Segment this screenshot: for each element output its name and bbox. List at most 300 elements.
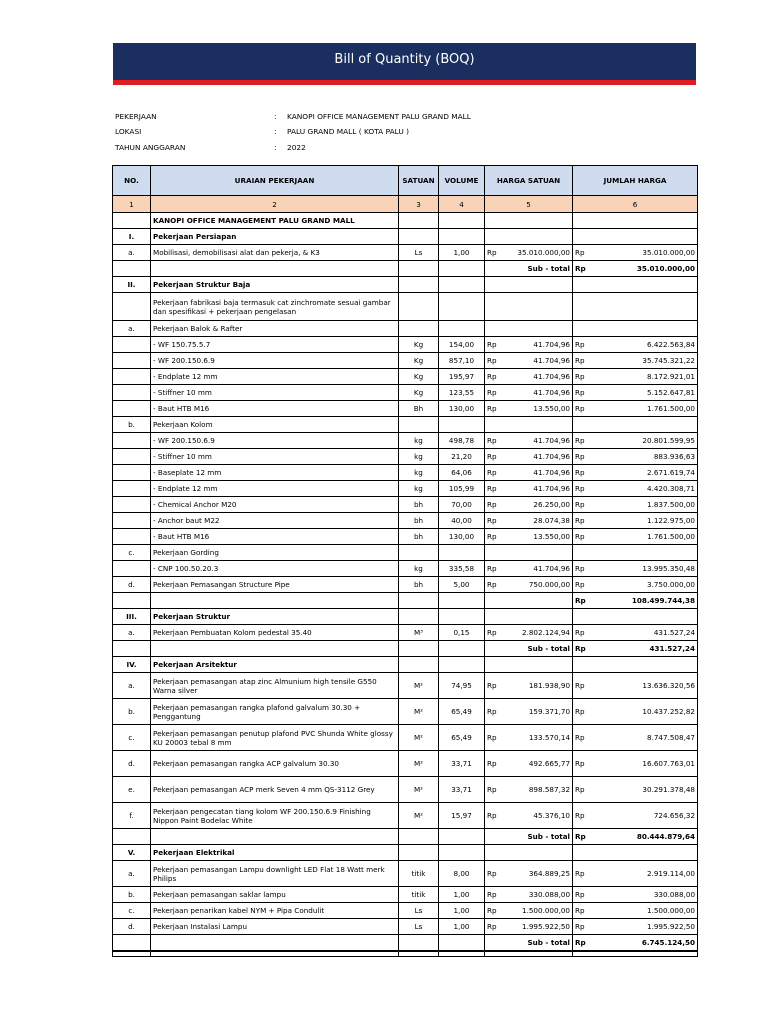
cell-harga: 26.250,00 — [504, 497, 573, 513]
cell-satuan: Kg — [399, 385, 439, 401]
cell-satuan: Ls — [399, 903, 439, 919]
cell-jumlah: 35.745.321,22 — [592, 353, 698, 369]
cell-uraian: - Endplate 12 mm — [151, 369, 399, 385]
cell-currency: Rp — [485, 245, 504, 261]
cell-no: d. — [113, 751, 151, 777]
cell-harga: 41.704,96 — [504, 385, 573, 401]
cell-volume: 130,00 — [439, 401, 485, 417]
cell-satuan: M² — [399, 699, 439, 725]
cell-harga: 41.704,96 — [504, 369, 573, 385]
cell-jumlah: 4.420.308,71 — [592, 481, 698, 497]
cell-jumlah: 1.995.922,50 — [592, 919, 698, 935]
cell-no: b. — [113, 417, 151, 433]
cell-satuan — [399, 261, 439, 277]
cell-uraian: Pekerjaan pemasangan penutup plafond PVC Shunda White glossy KU 20003 tebal 8 mm — [151, 725, 399, 751]
cell-satuan — [399, 213, 439, 229]
info-label: PEKERJAAN — [115, 112, 157, 121]
cell-uraian: Pekerjaan Instalasi Lampu — [151, 919, 399, 935]
cell-currency: Rp — [573, 625, 592, 641]
cell-volume: 130,00 — [439, 529, 485, 545]
cell-satuan: M² — [399, 751, 439, 777]
cell-uraian: - Anchor baut M22 — [151, 513, 399, 529]
cell-harga — [504, 277, 573, 293]
group-row — [113, 609, 698, 625]
table-row — [113, 321, 698, 337]
cell-satuan: Ls — [399, 919, 439, 935]
cell-uraian: Pekerjaan pemasangan atap zinc Almunium high tensile G550 Warna silver — [151, 673, 399, 699]
cell-satuan: Kg — [399, 369, 439, 385]
cell-currency: Rp — [485, 385, 504, 401]
cell-harga: 898.587,32 — [504, 777, 573, 803]
cell-no — [113, 261, 151, 277]
cell-harga — [504, 657, 573, 673]
cell-volume: 154,00 — [439, 337, 485, 353]
cell-jumlah — [592, 293, 698, 321]
cell-uraian: - Baut HTB M16 — [151, 401, 399, 417]
cell-harga: 2.802.124,94 — [504, 625, 573, 641]
cell-uraian: Pekerjaan Gording — [151, 545, 399, 561]
cell-satuan — [399, 321, 439, 337]
cell-harga: 330.088,00 — [504, 887, 573, 903]
cell-uraian: Pekerjaan penarikan kabel NYM + Pipa Condulit — [151, 903, 399, 919]
cell-no — [113, 497, 151, 513]
table-row — [113, 919, 698, 935]
cell-uraian: - Endplate 12 mm — [151, 481, 399, 497]
header-jumlah-harga: JUMLAH HARGA — [573, 166, 698, 196]
cell-currency: Rp — [485, 919, 504, 935]
cell-volume: 64,06 — [439, 465, 485, 481]
cell-harga: 41.704,96 — [504, 353, 573, 369]
cell-no: c. — [113, 545, 151, 561]
cell-satuan — [399, 609, 439, 625]
subtotal-value: 108.499.744,38 — [592, 593, 698, 609]
table-row — [113, 887, 698, 903]
cell-jumlah — [592, 321, 698, 337]
cell-currency: Rp — [573, 935, 592, 951]
cell-satuan: bh — [399, 497, 439, 513]
cell-harga: 750.000,00 — [504, 577, 573, 593]
table-row — [113, 385, 698, 401]
cell-currency: Rp — [573, 861, 592, 887]
cell-volume: 498,78 — [439, 433, 485, 449]
cell-currency: Rp — [573, 481, 592, 497]
cell-uraian: Pekerjaan Struktur Baja — [151, 277, 399, 293]
cell-satuan: Ls — [399, 245, 439, 261]
info-label: LOKASI — [115, 127, 142, 136]
cell-no — [113, 337, 151, 353]
cell-uraian: Pekerjaan Pemasangan Structure Pipe — [151, 577, 399, 593]
cell-no: d. — [113, 577, 151, 593]
table-row — [113, 529, 698, 545]
cell-no — [113, 433, 151, 449]
cell-jumlah: 10.437.252,82 — [592, 699, 698, 725]
table-row — [113, 577, 698, 593]
cell-satuan: kg — [399, 481, 439, 497]
cell-uraian: Pekerjaan pemasangan rangka ACP galvalum 30.30 — [151, 751, 399, 777]
table-row — [113, 293, 698, 321]
cell-volume: 74,95 — [439, 673, 485, 699]
cell-currency — [573, 293, 592, 321]
cell-currency: Rp — [485, 401, 504, 417]
cell-uraian — [151, 261, 399, 277]
table-row — [113, 417, 698, 433]
cell-uraian: - Stiffner 10 mm — [151, 385, 399, 401]
cell-jumlah — [592, 545, 698, 561]
cell-currency: Rp — [573, 803, 592, 829]
group-row — [113, 229, 698, 245]
cell-currency — [573, 229, 592, 245]
cell-harga: 1.995.922,50 — [504, 919, 573, 935]
cell-harga — [504, 845, 573, 861]
cell-jumlah: 35.010.000,00 — [592, 245, 698, 261]
cell-satuan: M² — [399, 673, 439, 699]
cell-volume: 70,00 — [439, 497, 485, 513]
cell-volume: 8,00 — [439, 861, 485, 887]
cell-harga: 28.074,38 — [504, 513, 573, 529]
cell-satuan: M² — [399, 803, 439, 829]
cell-currency — [485, 321, 504, 337]
banner-red-stripe — [113, 80, 696, 85]
cell-currency: Rp — [573, 449, 592, 465]
info-colon: : — [274, 127, 277, 136]
cell-currency — [485, 417, 504, 433]
cell-harga — [504, 293, 573, 321]
cell-currency: Rp — [573, 829, 592, 845]
cell-jumlah: 1.122.975,00 — [592, 513, 698, 529]
cell-jumlah: 13.636.320,56 — [592, 673, 698, 699]
cell-no: c. — [113, 725, 151, 751]
cell-harga: 35.010.000,00 — [504, 245, 573, 261]
cell-currency — [485, 545, 504, 561]
cell-currency — [573, 417, 592, 433]
cell-satuan: kg — [399, 449, 439, 465]
cell-currency: Rp — [573, 641, 592, 657]
table-row — [113, 401, 698, 417]
cell-uraian: Pekerjaan pemasangan ACP merk Seven 4 mm QS-3112 Grey — [151, 777, 399, 803]
info-value: PALU GRAND MALL ( KOTA PALU ) — [287, 127, 410, 136]
cell-currency: Rp — [485, 561, 504, 577]
cell-volume — [439, 641, 485, 657]
cell-volume — [439, 545, 485, 561]
header-satuan: SATUAN — [399, 166, 439, 196]
cell-currency: Rp — [573, 561, 592, 577]
cell-currency: Rp — [573, 369, 592, 385]
cell-volume: 15,97 — [439, 803, 485, 829]
cell-satuan: Kg — [399, 353, 439, 369]
cell-currency: Rp — [485, 673, 504, 699]
cell-jumlah: 20.801.599,95 — [592, 433, 698, 449]
cell-volume: 123,55 — [439, 385, 485, 401]
column-index: 2 — [151, 196, 399, 213]
cell-volume — [439, 417, 485, 433]
column-index: 5 — [485, 196, 573, 213]
cell-volume — [439, 829, 485, 845]
group-row — [113, 657, 698, 673]
cell-currency: Rp — [485, 803, 504, 829]
cell-currency: Rp — [573, 725, 592, 751]
cell-currency — [573, 609, 592, 625]
cell-harga: 181.938,90 — [504, 673, 573, 699]
cell-no: c. — [113, 903, 151, 919]
cell-currency — [573, 545, 592, 561]
title-banner — [113, 43, 696, 85]
info-colon: : — [274, 143, 277, 152]
cell-volume: 195,97 — [439, 369, 485, 385]
table-row — [113, 513, 698, 529]
subtotal-label: Sub - total — [485, 641, 573, 657]
cell-volume — [439, 657, 485, 673]
cell-volume: 1,00 — [439, 245, 485, 261]
cell-currency: Rp — [573, 497, 592, 513]
cell-jumlah: 5.152.647,81 — [592, 385, 698, 401]
subtotal-row — [113, 829, 698, 845]
table-row — [113, 245, 698, 261]
cell-volume — [439, 609, 485, 625]
table-row — [113, 481, 698, 497]
cell-no — [113, 293, 151, 321]
cell-volume: 1,00 — [439, 903, 485, 919]
cell-no: IV. — [113, 657, 151, 673]
cell-uraian: Pekerjaan Arsitektur — [151, 657, 399, 673]
subtotal-label: Sub - total — [485, 261, 573, 277]
cell-jumlah: 30.291.378,48 — [592, 777, 698, 803]
cell-satuan: kg — [399, 433, 439, 449]
cell-no — [113, 385, 151, 401]
cell-harga — [504, 609, 573, 625]
info-value: KANOPI OFFICE MANAGEMENT PALU GRAND MALL — [287, 112, 471, 121]
table-row — [113, 673, 698, 699]
cell-satuan — [399, 657, 439, 673]
table-row — [113, 903, 698, 919]
cell-no — [113, 213, 151, 229]
header-harga-satuan: HARGA SATUAN — [485, 166, 573, 196]
cell-jumlah — [592, 609, 698, 625]
subtotal-label — [485, 593, 573, 609]
cell-currency: Rp — [485, 903, 504, 919]
cell-satuan: titik — [399, 887, 439, 903]
cell-harga: 41.704,96 — [504, 433, 573, 449]
boq-body — [113, 213, 698, 957]
cell-currency: Rp — [573, 751, 592, 777]
cell-no: a. — [113, 321, 151, 337]
table-row — [113, 561, 698, 577]
cell-harga: 45.376,10 — [504, 803, 573, 829]
table-row — [113, 433, 698, 449]
cell-no: I. — [113, 229, 151, 245]
cell-volume: 33,71 — [439, 751, 485, 777]
cell-uraian: Pekerjaan pengecatan tiang kolom WF 200.150.6.9 Finishing Nippon Paint Bodelac White — [151, 803, 399, 829]
cell-jumlah: 1.500.000,00 — [592, 903, 698, 919]
cell-uraian: Pekerjaan Kolom — [151, 417, 399, 433]
cell-currency: Rp — [573, 577, 592, 593]
cell-currency: Rp — [573, 465, 592, 481]
cell-satuan — [399, 277, 439, 293]
table-row — [113, 751, 698, 777]
cell-currency: Rp — [485, 577, 504, 593]
cell-no — [113, 465, 151, 481]
cell-satuan: kg — [399, 465, 439, 481]
cell-volume — [439, 261, 485, 277]
cell-uraian: KANOPI OFFICE MANAGEMENT PALU GRAND MALL — [151, 213, 399, 229]
table-row — [113, 699, 698, 725]
cell-volume — [439, 593, 485, 609]
cell-satuan: bh — [399, 577, 439, 593]
cell-uraian: Pekerjaan pemasangan saklar lampu — [151, 887, 399, 903]
cell-volume: 335,58 — [439, 561, 485, 577]
cell-jumlah: 6.422.563,84 — [592, 337, 698, 353]
cell-harga: 1.500.000,00 — [504, 903, 573, 919]
cell-volume — [439, 213, 485, 229]
cell-currency: Rp — [485, 777, 504, 803]
cell-volume: 1,00 — [439, 887, 485, 903]
cell-currency: Rp — [485, 497, 504, 513]
table-row-blank — [113, 951, 698, 957]
cell-uraian: - CNP 100.50.20.3 — [151, 561, 399, 577]
cell-currency: Rp — [573, 593, 592, 609]
cell-harga — [504, 213, 573, 229]
cell-volume — [439, 229, 485, 245]
cell-satuan: Kg — [399, 337, 439, 353]
cell-currency: Rp — [485, 369, 504, 385]
column-index-row — [113, 196, 698, 213]
cell-jumlah: 8.172.921,01 — [592, 369, 698, 385]
cell-harga: 492.665,77 — [504, 751, 573, 777]
group-row — [113, 845, 698, 861]
cell-currency: Rp — [573, 699, 592, 725]
cell-currency: Rp — [573, 261, 592, 277]
cell-currency — [485, 229, 504, 245]
cell-currency — [485, 609, 504, 625]
cell-uraian: Pekerjaan Balok & Rafter — [151, 321, 399, 337]
cell-jumlah: 2.671.619,74 — [592, 465, 698, 481]
cell-volume: 0,15 — [439, 625, 485, 641]
cell-uraian — [151, 593, 399, 609]
cell-harga: 364.889,25 — [504, 861, 573, 887]
cell-volume — [439, 845, 485, 861]
cell-currency — [573, 321, 592, 337]
cell-jumlah: 3.750.000,00 — [592, 577, 698, 593]
cell-currency — [485, 277, 504, 293]
cell-currency: Rp — [485, 751, 504, 777]
subtotal-row — [113, 641, 698, 657]
cell-satuan — [399, 229, 439, 245]
cell-currency — [573, 277, 592, 293]
cell-volume: 105,99 — [439, 481, 485, 497]
cell-no — [113, 369, 151, 385]
cell-no — [113, 593, 151, 609]
cell-currency: Rp — [485, 725, 504, 751]
cell-volume: 40,00 — [439, 513, 485, 529]
cell-jumlah: 330.088,00 — [592, 887, 698, 903]
cell-no: b. — [113, 699, 151, 725]
cell-harga: 41.704,96 — [504, 337, 573, 353]
cell-satuan: bh — [399, 529, 439, 545]
cell-uraian: Pekerjaan Persiapan — [151, 229, 399, 245]
subtotal-value: 80.444.879,64 — [592, 829, 698, 845]
cell-uraian: Pekerjaan Elektrikal — [151, 845, 399, 861]
cell-currency: Rp — [573, 353, 592, 369]
cell-currency: Rp — [573, 903, 592, 919]
table-row — [113, 861, 698, 887]
table-row — [113, 369, 698, 385]
cell-currency: Rp — [485, 887, 504, 903]
table-row — [113, 353, 698, 369]
cell-jumlah: 1.761.500,00 — [592, 529, 698, 545]
cell-jumlah: 1.761.500,00 — [592, 401, 698, 417]
cell-currency: Rp — [573, 887, 592, 903]
info-colon: : — [274, 112, 277, 121]
table-row — [113, 725, 698, 751]
subtotal-value: 6.745.124,50 — [592, 935, 698, 951]
cell-jumlah: 8.747.508,47 — [592, 725, 698, 751]
cell-harga — [504, 545, 573, 561]
cell-currency — [573, 657, 592, 673]
cell-currency: Rp — [485, 353, 504, 369]
cell-currency: Rp — [573, 777, 592, 803]
cell-no: a. — [113, 861, 151, 887]
cell-currency: Rp — [573, 529, 592, 545]
cell-volume: 5,00 — [439, 577, 485, 593]
subtotal-row — [113, 261, 698, 277]
header-uraian: URAIAN PEKERJAAN — [151, 166, 399, 196]
cell-volume: 33,71 — [439, 777, 485, 803]
cell-currency: Rp — [573, 673, 592, 699]
cell-jumlah — [592, 277, 698, 293]
table-row — [113, 449, 698, 465]
cell-currency — [485, 213, 504, 229]
cell-volume: 1,00 — [439, 919, 485, 935]
cell-uraian: - Baut HTB M16 — [151, 529, 399, 545]
cell-jumlah: 724.656,32 — [592, 803, 698, 829]
cell-uraian — [151, 641, 399, 657]
subtotal-value: 35.010.000,00 — [592, 261, 698, 277]
cell-currency: Rp — [573, 401, 592, 417]
cell-currency: Rp — [573, 337, 592, 353]
cell-volume — [439, 277, 485, 293]
cell-uraian — [151, 829, 399, 845]
cell-currency: Rp — [485, 337, 504, 353]
cell-uraian: - WF 200.150.6.9 — [151, 353, 399, 369]
cell-no: b. — [113, 887, 151, 903]
cell-jumlah: 2.919.114,00 — [592, 861, 698, 887]
cell-harga: 41.704,96 — [504, 481, 573, 497]
cell-no: V. — [113, 845, 151, 861]
cell-currency: Rp — [485, 449, 504, 465]
cell-currency: Rp — [573, 385, 592, 401]
table-row — [113, 803, 698, 829]
cell-satuan: Bh — [399, 401, 439, 417]
cell-volume — [439, 321, 485, 337]
cell-no — [113, 353, 151, 369]
cell-no: a. — [113, 245, 151, 261]
cell-satuan: bh — [399, 513, 439, 529]
table-row — [113, 625, 698, 641]
cell-currency: Rp — [485, 699, 504, 725]
cell-no: II. — [113, 277, 151, 293]
cell-satuan: M² — [399, 725, 439, 751]
cell-jumlah — [592, 845, 698, 861]
column-index: 4 — [439, 196, 485, 213]
cell-satuan — [399, 641, 439, 657]
boq-table — [112, 165, 698, 957]
cell-no — [113, 641, 151, 657]
cell-satuan: M² — [399, 777, 439, 803]
cell-currency: Rp — [485, 513, 504, 529]
cell-no — [113, 481, 151, 497]
info-label: TAHUN ANGGARAN — [115, 143, 186, 152]
cell-currency: Rp — [485, 465, 504, 481]
table-row — [113, 465, 698, 481]
